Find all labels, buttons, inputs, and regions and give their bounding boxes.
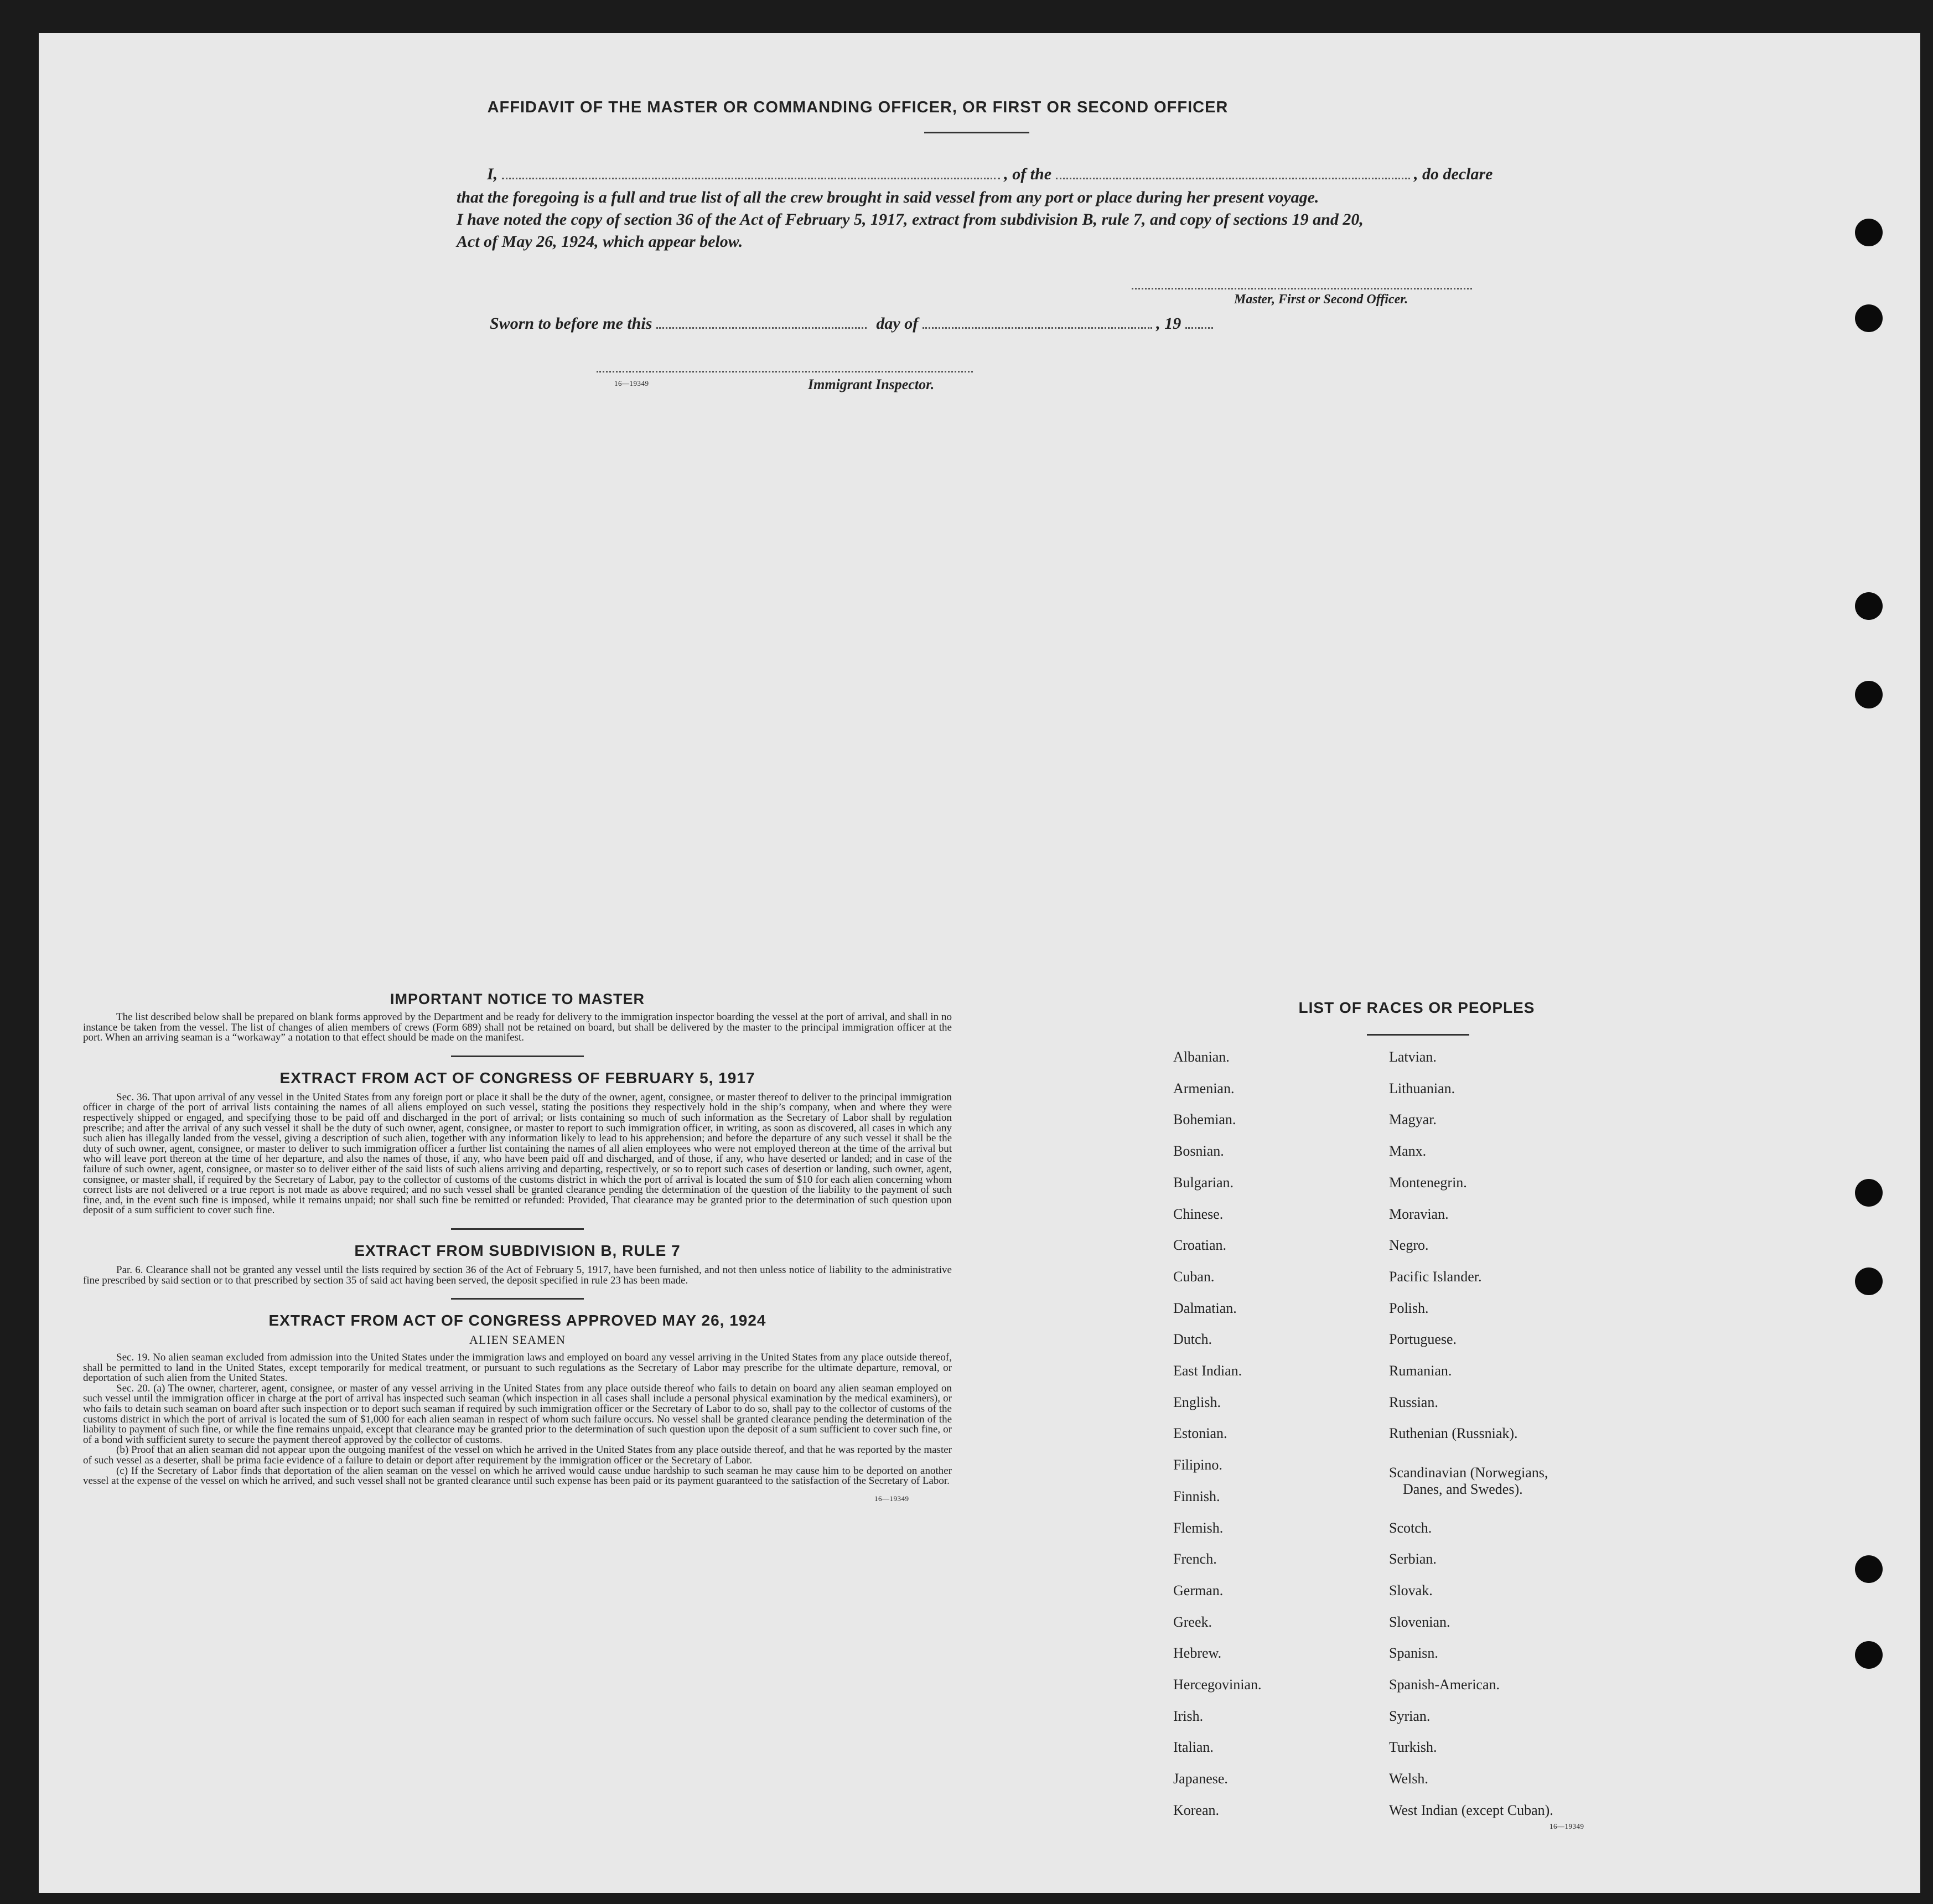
race-item: Chinese. bbox=[1173, 1205, 1224, 1222]
race-item: Spanisn. bbox=[1389, 1645, 1438, 1662]
race-item: Filipino. bbox=[1173, 1457, 1222, 1473]
extract-1917-title: EXTRACT FROM ACT OF CONGRESS OF FEBRUARY 5, 1917 bbox=[279, 1069, 755, 1086]
punch-hole bbox=[1855, 1267, 1883, 1295]
declaration-of-the: , of the bbox=[1004, 165, 1052, 183]
sworn-line bbox=[490, 314, 1213, 333]
sec-20b-body: (b) Proof that an alien seaman did not appear upon the outgoing manifest of the vessel on which he arrived in the United States from any place outside thereof, and that he was reported by the master of such vessel as a deserter, shall be prima facie evidence of a failure to detain or deport after requirement by the immigration officer or the Secretary of Labor. bbox=[83, 1444, 952, 1467]
declaration-line-4: Act of May 26, 1924, which appear below. bbox=[457, 232, 743, 251]
race-item: Magyar. bbox=[1389, 1111, 1437, 1128]
race-item: Bohemian. bbox=[1173, 1111, 1236, 1128]
race-item: Slovenian. bbox=[1389, 1613, 1450, 1630]
title-rule bbox=[924, 132, 1029, 133]
race-item: Ruthenian (Russniak). bbox=[1389, 1425, 1518, 1442]
race-item: Scandinavian (Norwegians, bbox=[1389, 1465, 1548, 1481]
race-item: Spanish-American. bbox=[1389, 1677, 1500, 1693]
race-item: Estonian. bbox=[1173, 1425, 1227, 1442]
race-item: Korean. bbox=[1173, 1802, 1220, 1818]
sworn-day-field[interactable] bbox=[656, 327, 867, 329]
race-item: Cuban. bbox=[1173, 1268, 1215, 1285]
declaration-line-3: I have noted the copy of section 36 of the Act of February 5, 1917, extract from subdivision B, rule 7, and copy of sections 19 and 20, bbox=[457, 210, 1364, 229]
punch-hole bbox=[1855, 592, 1883, 620]
race-item: Rumanian. bbox=[1389, 1363, 1452, 1379]
sworn-year-field[interactable] bbox=[1185, 327, 1213, 329]
sec-19-body: Sec. 19. No alien seaman excluded from admission into the United States under the immigration laws and employed on board any vessel arriving in the United States from any place outside thereof, shall be permitted to land in the United States, except temporarily for medical treatment, or pursuant to such regulations as the Secretary of Labor may prescribe for the ultimate departure, removal, or deportation of such alien from the United States. bbox=[83, 1352, 952, 1384]
race-item: English. bbox=[1173, 1394, 1221, 1410]
affidavit-title: AFFIDAVIT OF THE MASTER OR COMMANDING OFFICER, OR FIRST OR SECOND OFFICER bbox=[487, 99, 1229, 116]
punch-hole bbox=[1855, 681, 1883, 708]
punch-hole bbox=[1855, 1555, 1883, 1583]
race-item: Italian. bbox=[1173, 1739, 1214, 1756]
sec-20a-body: Sec. 20. (a) The owner, charterer, agent, consignee, or master of any vessel arriving in the United States from any place outside thereof who fails to detain on board any alien seaman employed on such vessel until the immigration officer in charge at the port of arrival has inspected such seaman (which inspection in all cases shall include a personal physical examination by the medical examiners), or who fails to detain such seaman on board after such inspection or to deport such seaman if required by such immigration officer or the Secretary of Labor to do so, shall pay to the collector of customs of the customs district in which the port of arrival is located the sum of $1,000 for each alien seaman in respect of whom such failure occurs. No vessel shall be granted clearance pending the determination of the liability to payment of such fine, or while the fine remains unpaid, except that clearance may be granted prior to the determination of such question upon the deposit of a sum sufficient to cover such fine, or of a bond with sufficient surety to secure the payment thereof approved by the collector of customs. bbox=[83, 1382, 952, 1446]
extract-1917-body: Sec. 36. That upon arrival of any vessel in the United States from any foreign port or place it shall be the duty of the owner, agent, consignee, or master thereof to deliver to the principal immigration officer in charge of the port of arrival lists containing the names of all aliens employed on such vessel, stating the positions they respectively hold in the ship’s company, when and where they were respectively shipped or engaged, and specifying those to be paid off and discharged in the port of arrival; or lists containing so much of such information as the Secretary of Labor shall by regulation prescribe; and after the arrival of any such vessel it shall be the duty of such owner, agent, consignee, or master to report to such immigration officer, in writing, as soon as discovered, all cases in which any such alien has illegally landed from the vessel, giving a description of such alien, together with any information likely to lead to his apprehension; and before the departure of any such vessel it shall be the duty of such owner, agent, consignee, or master to deliver to such immigration officer a further list containing the names of all alien employees who were not employed thereon at the time of the arrival but who will leave port thereon at the time of her departure, and also the names of those, if any, who have been paid off and discharged, and of those, if any, who have deserted or landed; and in case of the failure of such owner, agent, consignee, or master so to deliver either of the said lists of such aliens arriving and departing, respectively, or so to report such cases of desertion or landing, such owner, agent, consignee, or master shall, if required by the Secretary of Labor, pay to the collector of customs of the customs district in which the port of arrival is located the sum of $10 for each alien concerning whom correct lists are not delivered or a true report is not made as above required; and no such vessel shall be granted clearance pending the determination of the question of the liability to the payment of such fine, and, in the event such fine is imposed, while it remains unpaid; nor shall such fine be remitted or refunded: Provided, That clearance may be granted prior to the determination of such question upon deposit of a sum sufficient to cover such fine. bbox=[83, 1091, 952, 1217]
race-item: Armenian. bbox=[1173, 1080, 1235, 1096]
sworn-day-of: day of bbox=[876, 314, 919, 333]
race-item: Albanian. bbox=[1173, 1049, 1230, 1065]
vessel-field[interactable] bbox=[1056, 178, 1410, 179]
race-item: Welsh. bbox=[1389, 1771, 1428, 1787]
race-item-continuation: Danes, and Swedes). bbox=[1403, 1481, 1523, 1497]
race-item: Montenegrin. bbox=[1389, 1174, 1467, 1191]
name-field[interactable] bbox=[502, 178, 1000, 179]
race-item: Serbian. bbox=[1389, 1551, 1437, 1567]
notice-title: IMPORTANT NOTICE TO MASTER bbox=[390, 991, 645, 1007]
sworn-year-prefix: , 19 bbox=[1156, 314, 1181, 333]
punch-hole bbox=[1855, 219, 1883, 246]
race-item: Greek. bbox=[1173, 1613, 1212, 1630]
sworn-prefix: Sworn to before me this bbox=[490, 314, 652, 333]
rule-7-body: Par. 6. Clearance shall not be granted any vessel until the lists required by section 36 of the Act of February 5, 1917, have been furnished, and not then unless notice of liability to the administrative fine prescribed by said section or to that prescribed by section 35 of said act having been served, the deposit specified in rule 23 has been made. bbox=[83, 1264, 952, 1286]
race-item: Slovak. bbox=[1389, 1582, 1433, 1598]
race-item: Polish. bbox=[1389, 1300, 1429, 1316]
race-item: Syrian. bbox=[1389, 1708, 1431, 1724]
inspector-signature-line[interactable] bbox=[597, 371, 973, 372]
section-rule bbox=[451, 1228, 584, 1230]
punch-hole bbox=[1855, 1179, 1883, 1207]
notice-body: The list described below shall be prepared on blank forms approved by the Department and be ready for delivery to the immigration inspector boarding the vessel at the port of arrival, and shall in no instance be taken from the vessel. The list of changes of alien members of crews (Form 689) shall not be retained on board, but shall be delivered by the master to the principal immigration officer at the port. When an arriving seaman is a “workaway” a notation to that effect should be made on the manifest. bbox=[83, 1011, 952, 1044]
section-rule bbox=[451, 1298, 584, 1300]
race-item: Moravian. bbox=[1389, 1205, 1449, 1222]
races-title: LIST OF RACES OR PEOPLES bbox=[1298, 999, 1535, 1016]
declaration-do-declare: , do declare bbox=[1414, 165, 1493, 183]
race-item: Croatian. bbox=[1173, 1237, 1227, 1254]
race-item: Latvian. bbox=[1389, 1049, 1437, 1065]
legal-column bbox=[83, 991, 952, 1503]
race-item: Scotch. bbox=[1389, 1519, 1432, 1536]
signature-label: Master, First or Second Officer. bbox=[1234, 292, 1408, 307]
signature-line[interactable] bbox=[1132, 288, 1472, 289]
race-item: Lithuanian. bbox=[1389, 1080, 1455, 1096]
race-item: Manx. bbox=[1389, 1143, 1427, 1160]
race-item: German. bbox=[1173, 1582, 1224, 1598]
race-item: West Indian (except Cuban). bbox=[1389, 1802, 1553, 1818]
race-item: Bosnian. bbox=[1173, 1143, 1224, 1160]
punch-hole bbox=[1855, 304, 1883, 332]
races-form-number: 16—19349 bbox=[1549, 1822, 1584, 1830]
punch-hole bbox=[1855, 1641, 1883, 1669]
sec-20c-body: (c) If the Secretary of Labor finds that deportation of the alien seaman on the vessel on which he arrived would cause undue hardship to such seaman he may cause him to be deported on another vessel at the expense of the vessel on which he arrived, and such vessel shall not be granted clearance until such expense has been paid or its payment guaranteed to the satisfaction of the Secretary of Labor. bbox=[83, 1465, 952, 1487]
form-number: 16—19349 bbox=[874, 1494, 909, 1503]
inspector-label: Immigrant Inspector. bbox=[808, 376, 935, 392]
race-item: Dalmatian. bbox=[1173, 1300, 1237, 1316]
race-item: Flemish. bbox=[1173, 1519, 1224, 1536]
race-item: Portuguese. bbox=[1389, 1331, 1457, 1348]
race-item: East Indian. bbox=[1173, 1363, 1242, 1379]
document-sheet bbox=[39, 33, 1920, 1893]
race-item: Dutch. bbox=[1173, 1331, 1212, 1348]
race-item: Turkish. bbox=[1389, 1739, 1437, 1756]
race-item: Russian. bbox=[1389, 1394, 1438, 1410]
race-item: French. bbox=[1173, 1551, 1217, 1567]
race-item: Hercegovinian. bbox=[1173, 1677, 1262, 1693]
race-item: Hebrew. bbox=[1173, 1645, 1222, 1662]
race-item: Pacific Islander. bbox=[1389, 1268, 1482, 1285]
section-rule bbox=[451, 1056, 584, 1057]
sworn-month-field[interactable] bbox=[923, 327, 1152, 329]
rule-7-title: EXTRACT FROM SUBDIVISION B, RULE 7 bbox=[354, 1241, 681, 1259]
alien-seamen-subtitle: ALIEN SEAMEN bbox=[469, 1333, 566, 1347]
race-item: Finnish. bbox=[1173, 1488, 1220, 1504]
race-item: Japanese. bbox=[1173, 1771, 1228, 1787]
race-item: Irish. bbox=[1173, 1708, 1204, 1724]
races-title-rule bbox=[1367, 1034, 1469, 1036]
race-item: Negro. bbox=[1389, 1237, 1429, 1254]
form-number: 16—19349 bbox=[614, 379, 649, 387]
race-item: Bulgarian. bbox=[1173, 1174, 1234, 1191]
extract-1924-title: EXTRACT FROM ACT OF CONGRESS APPROVED MAY 26, 1924 bbox=[268, 1312, 766, 1329]
declaration-line-1 bbox=[487, 165, 1492, 184]
declaration-line-2: that the foregoing is a full and true list of all the crew brought in said vessel from any port or place during her present voyage. bbox=[457, 188, 1319, 206]
declaration-i: I, bbox=[487, 165, 498, 183]
